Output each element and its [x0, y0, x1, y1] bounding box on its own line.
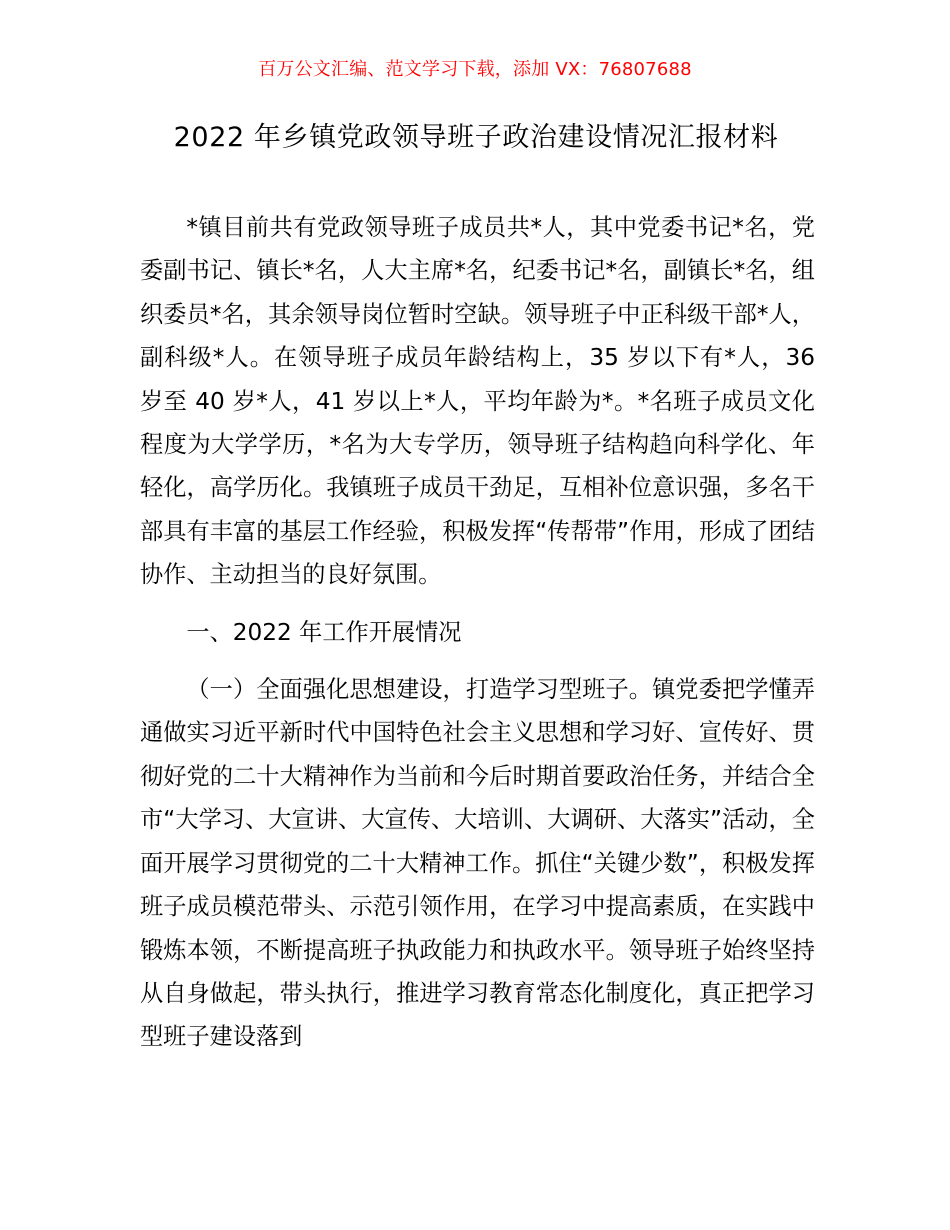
watermark-banner: 百万公文汇编、范文学习下载，添加 VX：76807688	[258, 59, 692, 80]
section-paragraph: （一）全面强化思想建设，打造学习型班子。镇党委把学懂弄通做实习近平新时代中国特色社会主义思想和学习好、宣传好、贯彻好党的二十大精神作为当前和今后时期首要政治任务，并结合全市“大学习、大宣讲、大宣传、大培训、大调研、大落实”活动，全面开展学习贯彻党的二十大精神工作。抓住“关键少数”，积极发挥班子成员模范带头、示范引领作用，在学习中提高素质，在实践中锻炼本领，不断提高班子执政能力和执政水平。领导班子始终坚持从自身做起，带头执行，推进学习教育常态化制度化，真正把学习型班子建设落到	[140, 676, 815, 1051]
intro-paragraph: *镇目前共有党政领导班子成员共*人，其中党委书记*名，党委副书记、镇长*名，人大主席*名，纪委书记*名，副镇长*名，组织委员*名，其余领导岗位暂时空缺。领导班子中正科级干部*人，副科级*人。在领导班子成员年龄结构上，35 岁以下有*人，36 岁至 40 岁*人，41 岁以上*人，平均年龄为*。*名班子成员文化程度为大学学历，*名为大专学历，领导班子结构趋向科学化、年轻化，高学历化。我镇班子成员干劲足，互相补位意识强，多名干部具有丰富的基层工作经验，积极发挥“传帮带”作用，形成了团结协作、主动担当的良好氛围。	[140, 214, 815, 589]
document-body	[140, 206, 815, 1059]
document-title: 2022 年乡镇党政领导班子政治建设情况汇报材料	[173, 122, 779, 153]
section-heading: 一、2022 年工作开展情况	[186, 618, 462, 646]
